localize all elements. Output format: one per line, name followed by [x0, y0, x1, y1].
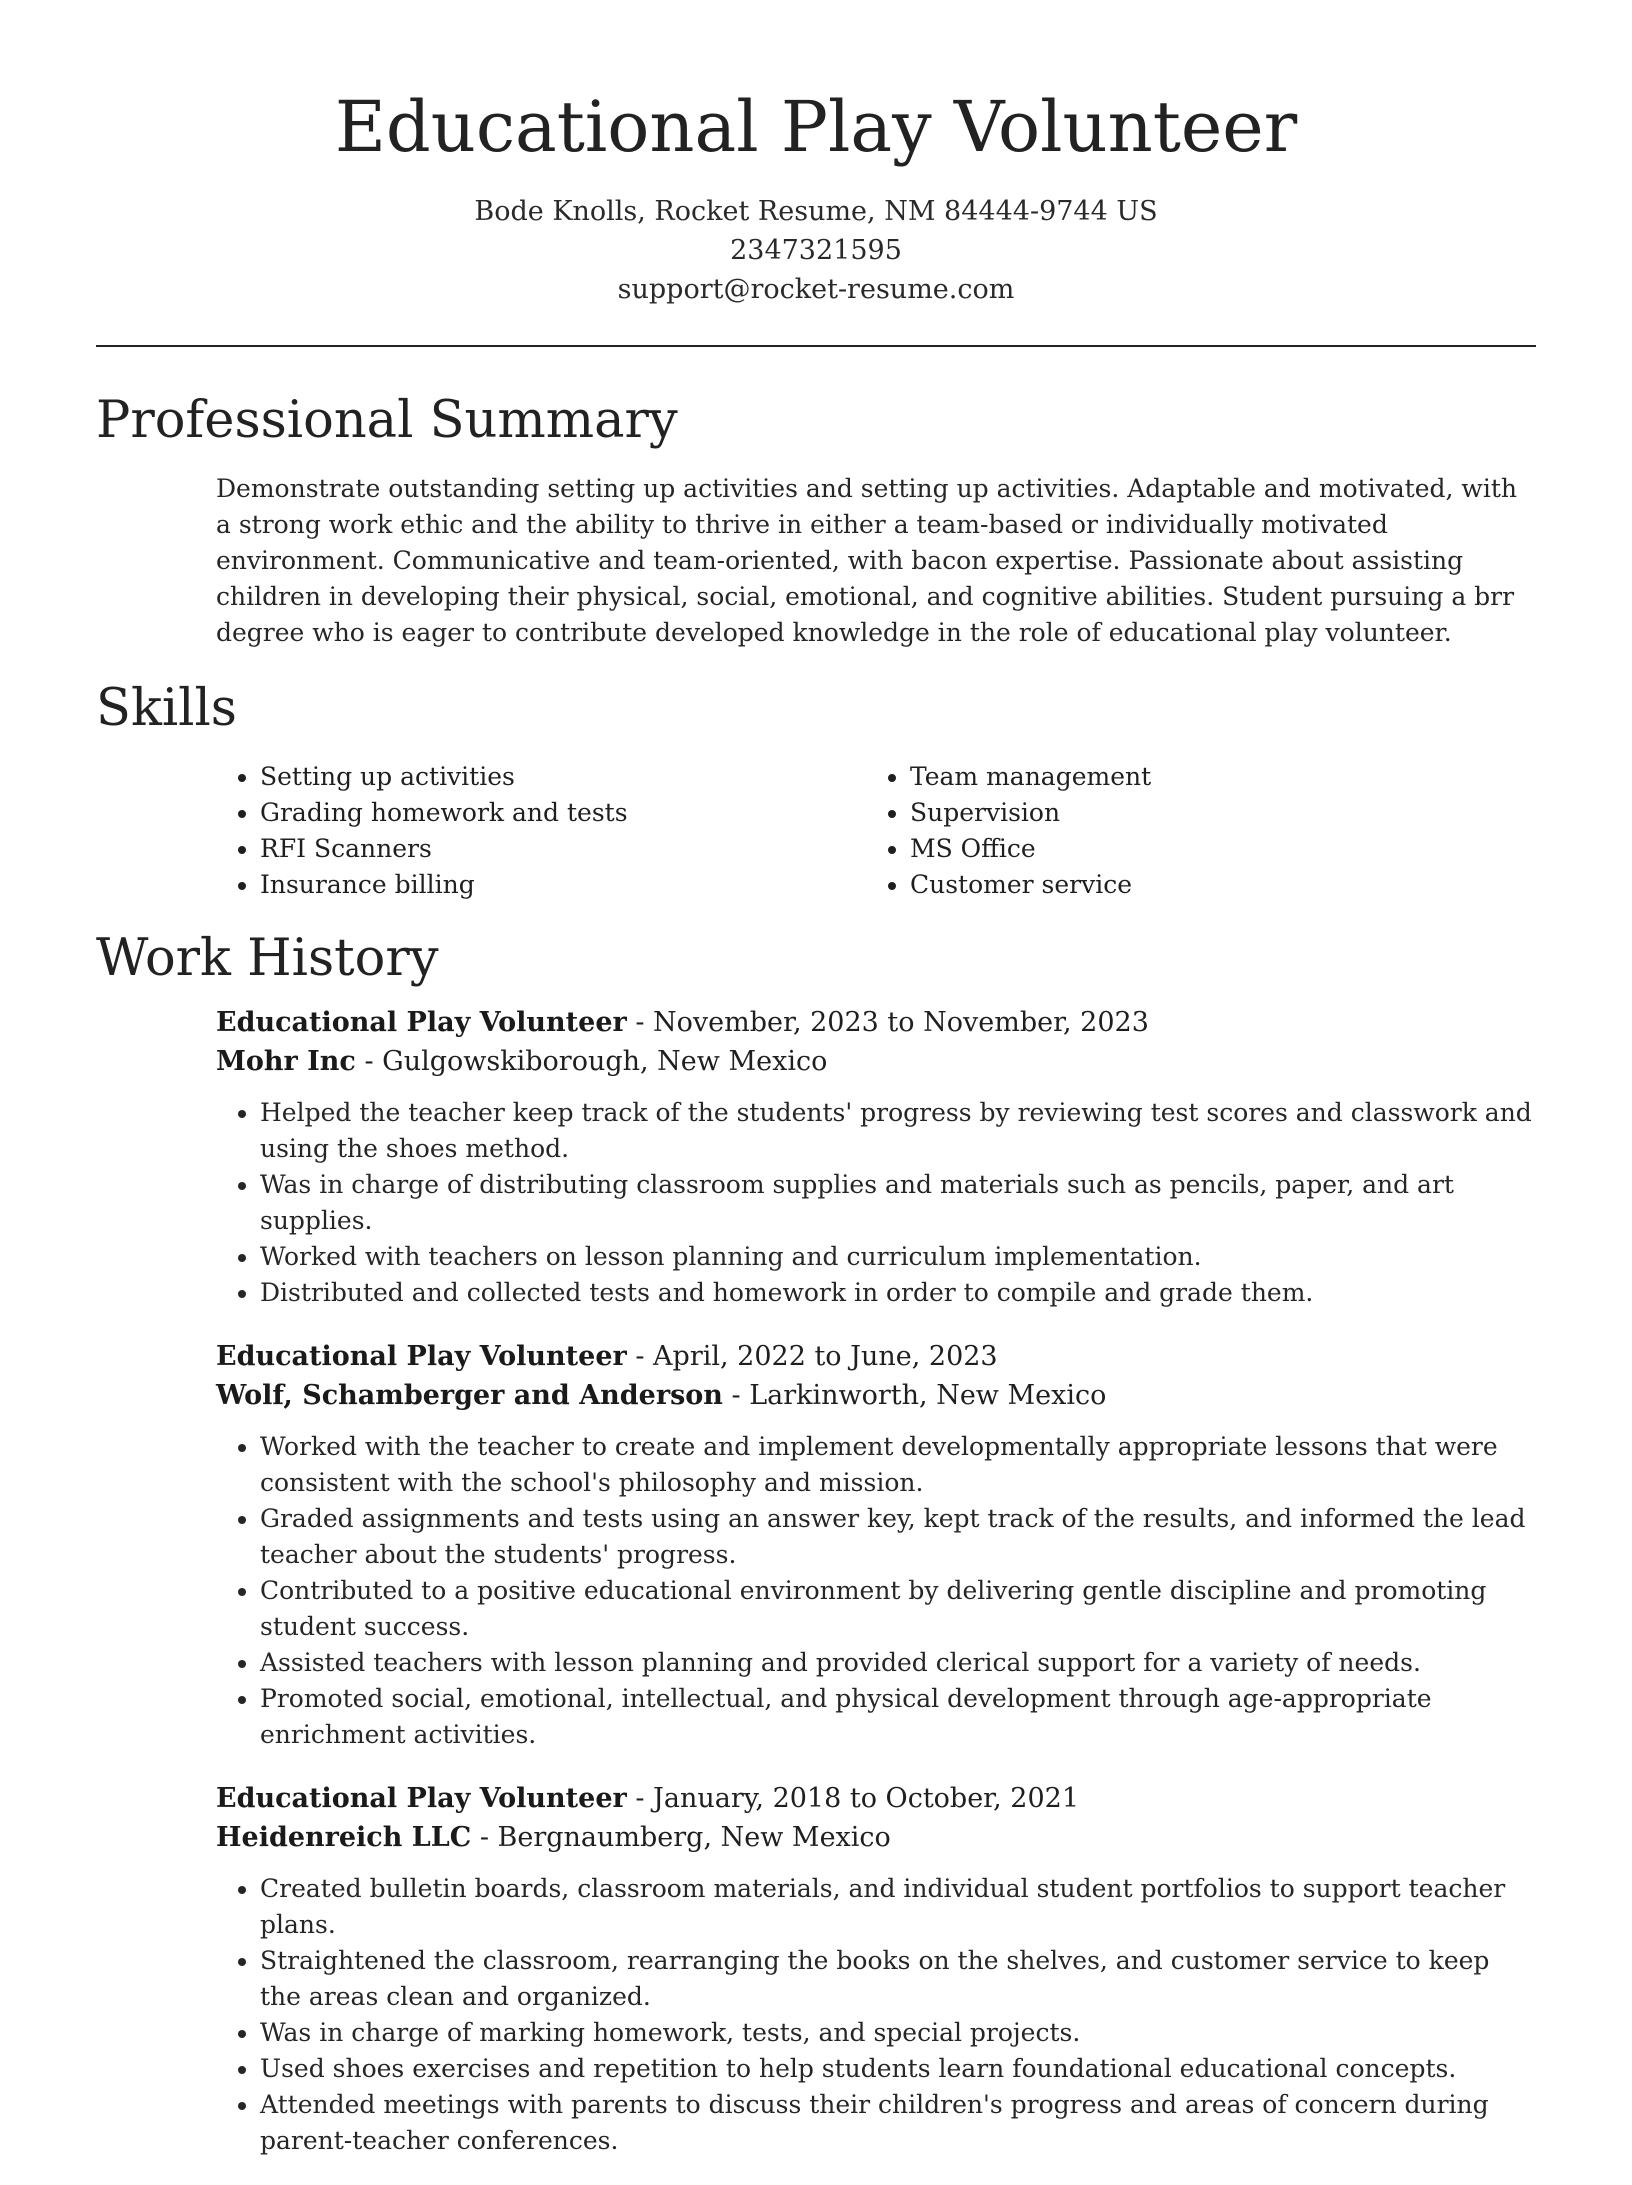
- job-title: Educational Play Volunteer: [216, 1783, 627, 1814]
- job-bullet: • Distributed and collected tests and homework in order to compile and grade them.: [260, 1275, 1536, 1311]
- job-bullets: [216, 1095, 1536, 1311]
- job-bullet: • Worked with teachers on lesson planning and curriculum implementation.: [260, 1239, 1536, 1275]
- summary-heading: Professional Summary: [96, 391, 678, 450]
- job-location: - Gulgowskiborough, New Mexico: [355, 1046, 828, 1077]
- work-history-heading: Work History: [96, 929, 439, 988]
- job-bullet: • Attended meetings with parents to discuss their children's progress and areas of concern during parent-teacher conferences.: [260, 2087, 1536, 2159]
- job-entry: [216, 1779, 1536, 2159]
- skills-column-right: [866, 759, 1516, 903]
- skills-list: [216, 759, 1536, 903]
- contact-address: Bode Knolls, Rocket Resume, NM 84444-9744 US: [474, 196, 1158, 227]
- job-bullet: • Straightened the classroom, rearranging the books on the shelves, and customer service to keep the areas clean and organized.: [260, 1943, 1536, 2015]
- job-company-line: [216, 1818, 1536, 1857]
- job-company: Wolf, Schamberger and Anderson: [216, 1380, 723, 1411]
- job-bullet: • Was in charge of distributing classroom supplies and materials such as pencils, paper, and art supplies.: [260, 1167, 1536, 1239]
- skills-heading: Skills: [96, 679, 237, 738]
- job-title: Educational Play Volunteer: [216, 1007, 627, 1038]
- job-bullet: • Worked with the teacher to create and implement developmentally appropriate lessons that were consistent with the school's philosophy and mission.: [260, 1429, 1536, 1501]
- job-dates: - April, 2022 to June, 2023: [626, 1341, 998, 1372]
- job-title-line: [216, 1003, 1536, 1042]
- contact-email: support@rocket-resume.com: [617, 274, 1015, 305]
- job-title: Educational Play Volunteer: [216, 1341, 627, 1372]
- header-divider: [96, 345, 1536, 347]
- skill-item: • Setting up activities: [260, 759, 866, 795]
- job-entry: [216, 1003, 1536, 1311]
- skill-item: • Supervision: [910, 795, 1516, 831]
- job-dates: - November, 2023 to November, 2023: [626, 1007, 1149, 1038]
- contact-phone: 2347321595: [730, 235, 902, 266]
- skill-item: • Insurance billing: [260, 867, 866, 903]
- resume-page: [96, 0, 1536, 2185]
- skills-column-left: [216, 759, 866, 903]
- job-bullet: • Used shoes exercises and repetition to help students learn foundational educational concepts.: [260, 2051, 1536, 2087]
- job-bullet: • Promoted social, emotional, intellectual, and physical development through age-appropriate enrichment activities.: [260, 1681, 1536, 1753]
- job-bullets: [216, 1429, 1536, 1753]
- summary-text: Demonstrate outstanding setting up activities and setting up activities. Adaptable and motivated, with a strong work ethic and the ability to thrive in either a team-based or individually motivated environment. Communicative and team-oriented, with bacon expertise. Passionate about assisting children in developing their physical, social, emotional, and cognitive abilities. Student pursuing a brr degree who is eager to contribute developed knowledge in the role of educational play volunteer.: [216, 474, 1517, 647]
- job-bullet: • Contributed to a positive educational environment by delivering gentle discipline and promoting student success.: [260, 1573, 1536, 1645]
- skill-item: • Grading homework and tests: [260, 795, 866, 831]
- job-title-line: [216, 1337, 1536, 1376]
- job-location: - Larkinworth, New Mexico: [722, 1380, 1107, 1411]
- skill-item: • RFI Scanners: [260, 831, 866, 867]
- job-bullet: • Helped the teacher keep track of the students' progress by reviewing test scores and classwork and using the shoes method.: [260, 1095, 1536, 1167]
- resume-title: Educational Play Volunteer: [334, 86, 1298, 168]
- job-bullet: • Created bulletin boards, classroom materials, and individual student portfolios to support teacher plans.: [260, 1871, 1536, 1943]
- job-company: Heidenreich LLC: [216, 1822, 472, 1853]
- job-location: - Bergnaumberg, New Mexico: [471, 1822, 891, 1853]
- job-bullet: • Was in charge of marking homework, tests, and special projects.: [260, 2015, 1536, 2051]
- job-entry: [216, 1337, 1536, 1753]
- job-dates: - January, 2018 to October, 2021: [626, 1783, 1079, 1814]
- job-company-line: [216, 1376, 1536, 1415]
- skill-item: • Customer service: [910, 867, 1516, 903]
- job-bullet: • Assisted teachers with lesson planning and provided clerical support for a variety of needs.: [260, 1645, 1536, 1681]
- skill-item: • Team management: [910, 759, 1516, 795]
- job-title-line: [216, 1779, 1536, 1818]
- job-company-line: [216, 1042, 1536, 1081]
- skill-item: • MS Office: [910, 831, 1516, 867]
- contact-block: [96, 192, 1536, 309]
- job-company: Mohr Inc: [216, 1046, 356, 1077]
- job-bullets: [216, 1871, 1536, 2159]
- job-bullet: • Graded assignments and tests using an answer key, kept track of the results, and informed the lead teacher about the students' progress.: [260, 1501, 1536, 1573]
